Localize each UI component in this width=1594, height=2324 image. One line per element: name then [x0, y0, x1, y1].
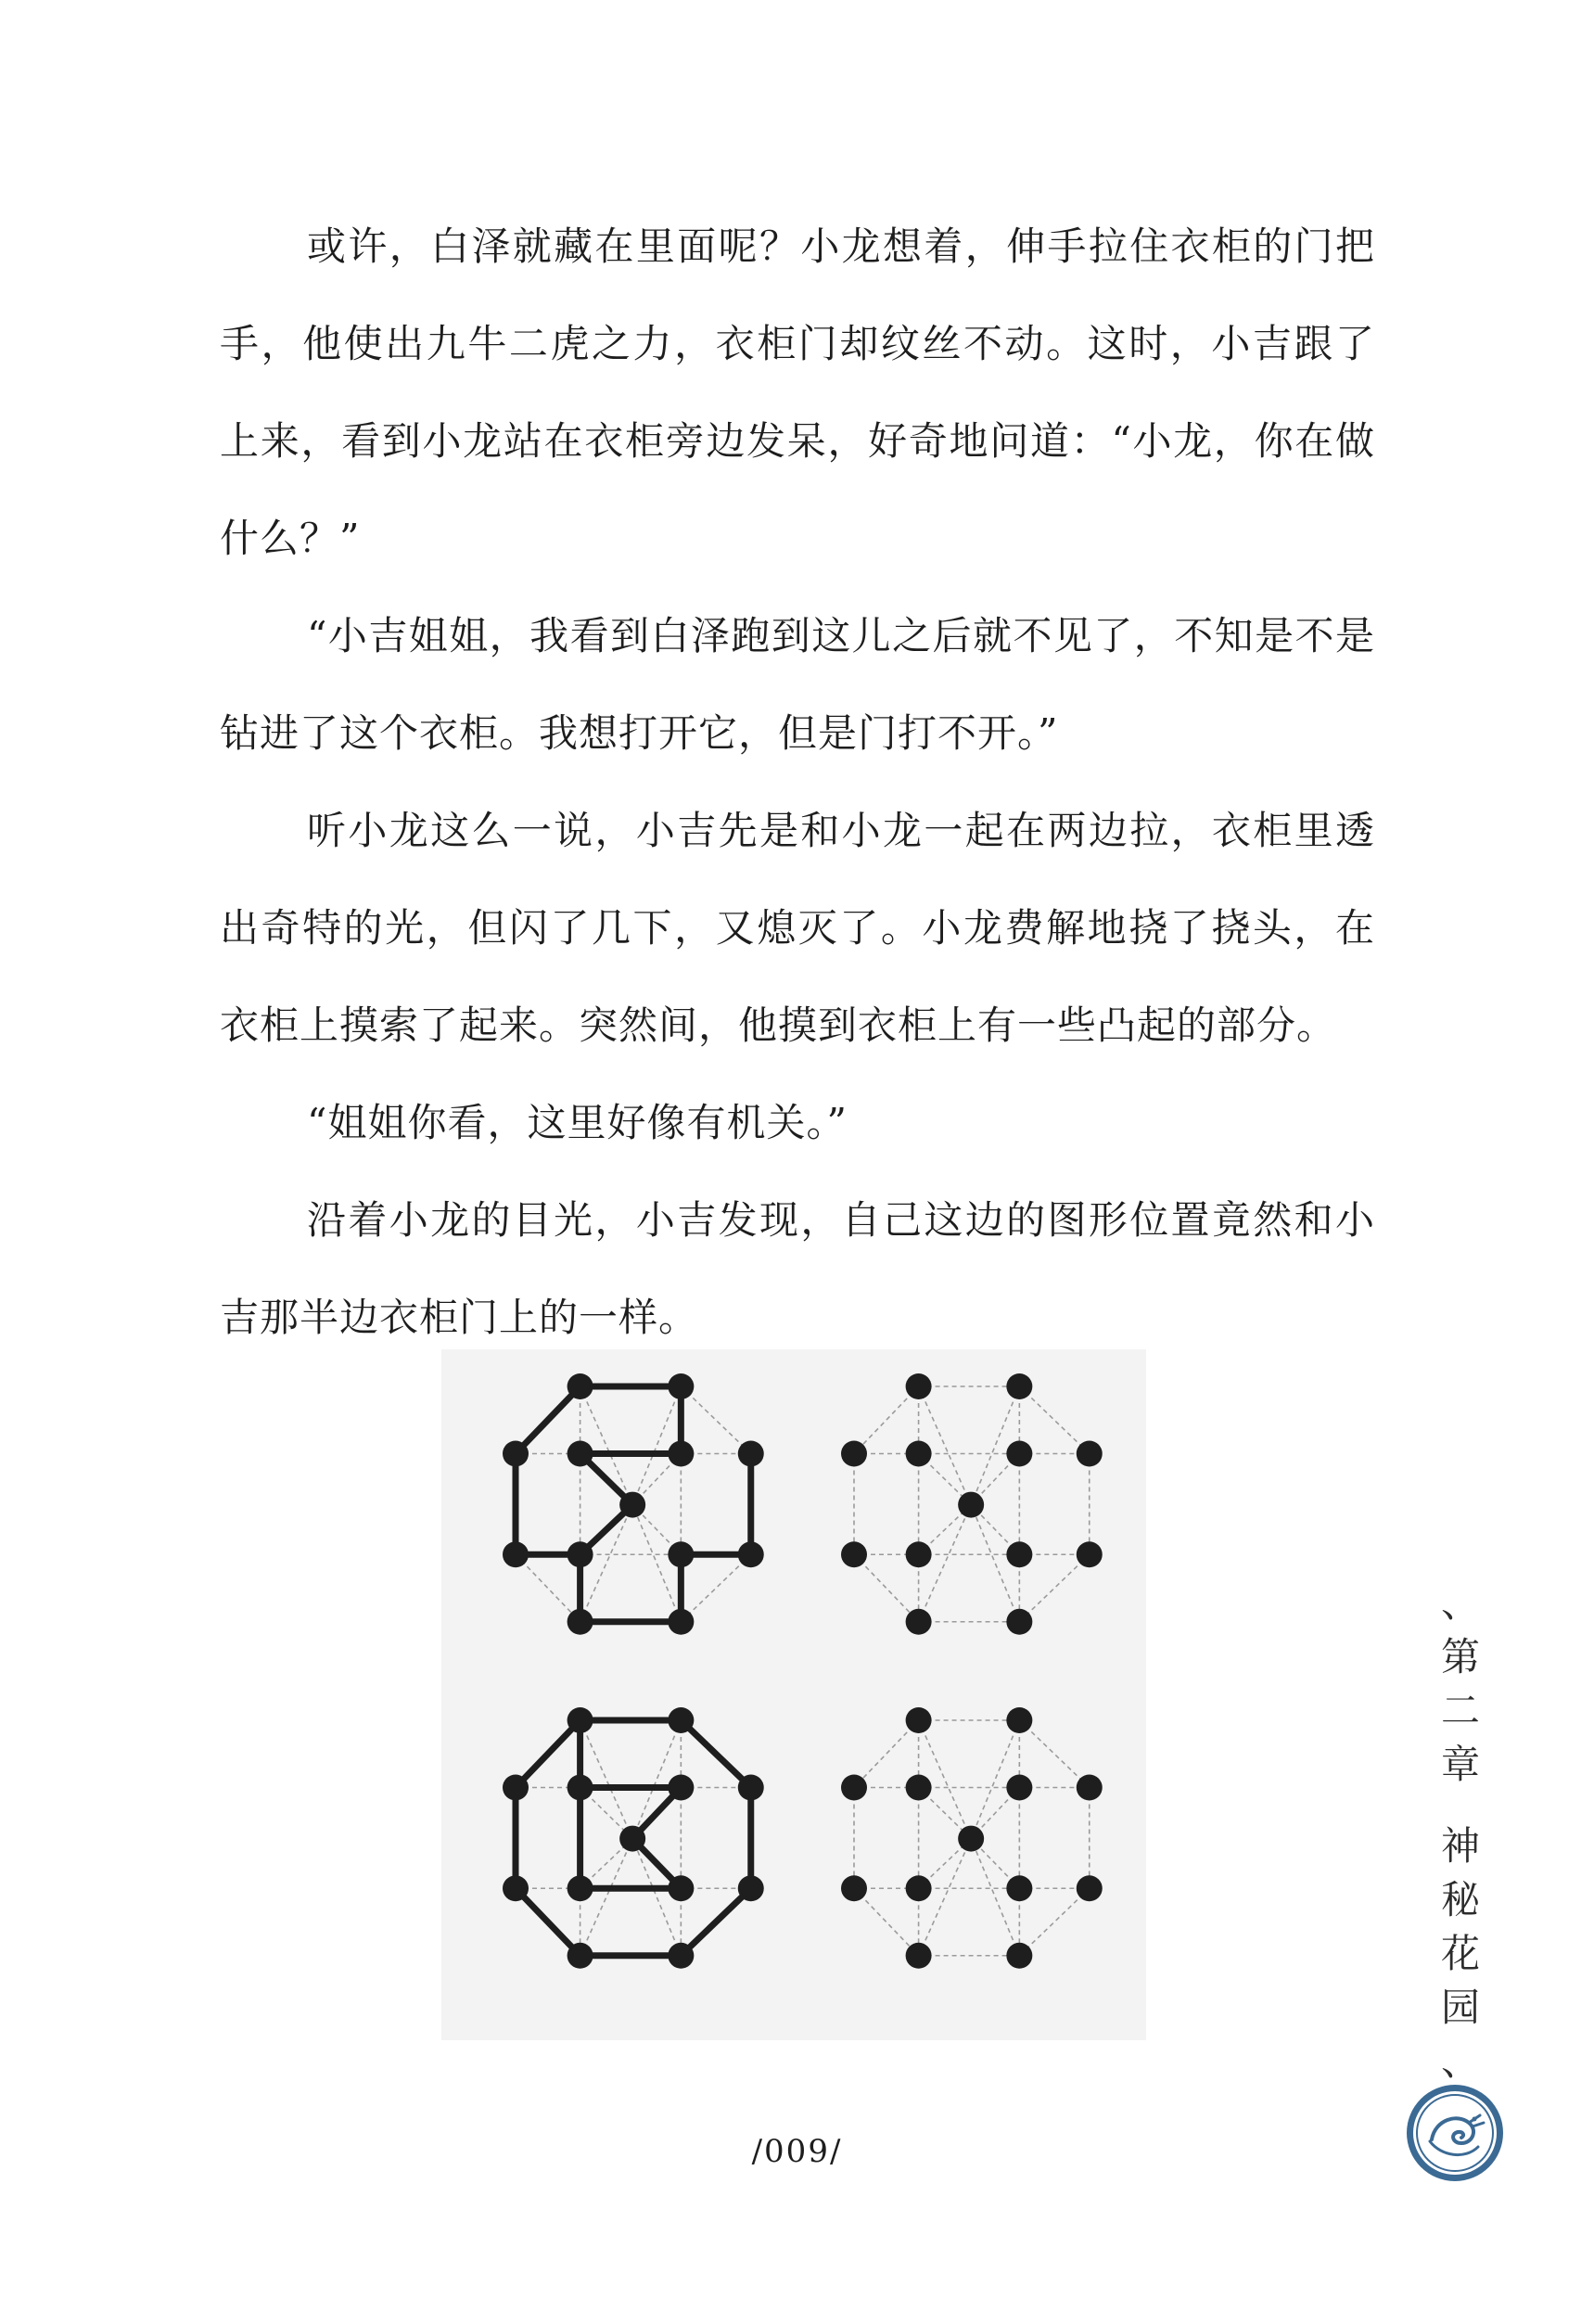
puzzle-dot — [567, 1707, 593, 1733]
puzzle-dot — [738, 1775, 764, 1801]
puzzle-dot — [668, 1541, 694, 1567]
puzzle-dot — [567, 1609, 593, 1635]
puzzle-dot — [619, 1492, 645, 1518]
puzzle-dot — [668, 1775, 694, 1801]
body-text — [220, 198, 1375, 1366]
puzzle-dot — [1006, 1441, 1032, 1467]
paragraph-2: “小吉姐姐，我看到白泽跑到这儿之后就不见了，不知是不是钻进了这个衣柜。我想打开它，但是门打不开。” — [220, 613, 1375, 756]
puzzle-dot — [906, 1541, 932, 1567]
puzzle-dot — [503, 1541, 529, 1567]
puzzle-dot — [906, 1609, 932, 1635]
puzzle-dot — [738, 1541, 764, 1567]
puzzle-dot — [1077, 1775, 1103, 1801]
solution-line — [516, 1386, 580, 1454]
puzzle-dot — [906, 1943, 932, 1969]
side-title-char: 二 — [1440, 1688, 1480, 1733]
page-number: /009/ — [751, 2133, 843, 2170]
puzzle-dot — [567, 1373, 593, 1399]
dashed-guide-line — [854, 1386, 919, 1454]
puzzle-dot — [567, 1541, 593, 1567]
puzzle-dot — [841, 1441, 867, 1467]
paragraph-4: “姐姐你看，这里好像有机关。” — [307, 1100, 848, 1145]
puzzle-dot — [567, 1775, 593, 1801]
puzzle-dot — [841, 1875, 867, 1901]
puzzle-dot — [738, 1441, 764, 1467]
side-title-char: 园 — [1440, 1985, 1480, 2030]
puzzle-dot — [1077, 1541, 1103, 1567]
side-mark-top: 、 — [1440, 1580, 1480, 1626]
puzzle-dot — [668, 1943, 694, 1969]
puzzle-dot — [1006, 1707, 1032, 1733]
paragraph-3: 听小龙这么一说，小吉先是和小龙一起在两边拉，衣柜里透出奇特的光，但闪了几下，又熄灭了。小龙费解地挠了挠头，在衣柜上摸索了起来。突然间，他摸到衣柜上有一些凸起的部分。 — [220, 808, 1375, 1048]
puzzle-dot — [906, 1775, 932, 1801]
solution-line — [681, 1888, 750, 1956]
solution-line — [516, 1888, 580, 1956]
puzzle-dot — [906, 1875, 932, 1901]
side-title-char: 章 — [1440, 1742, 1480, 1787]
dashed-guide-line — [854, 1888, 919, 1956]
dashed-guide-line — [1019, 1720, 1089, 1788]
puzzle-dot — [738, 1875, 764, 1901]
puzzle-dot — [906, 1441, 932, 1467]
puzzle-dot — [1006, 1875, 1032, 1901]
solution-line — [681, 1720, 750, 1788]
puzzle-dot — [841, 1775, 867, 1801]
puzzle-dot — [503, 1775, 529, 1801]
paragraph-1: 或许，白泽就藏在里面呢？小龙想着，伸手拉住衣柜的门把手，他使出九牛二虎之力，衣柜门却纹丝不动。这时，小吉跟了上来，看到小龙站在衣柜旁边发呆，好奇地问道：“小龙，你在做什么？” — [220, 223, 1375, 561]
side-title-char: 花 — [1440, 1931, 1480, 1976]
paragraph-5: 沿着小龙的目光，小吉发现，自己这边的图形位置竟然和小吉那半边衣柜门上的一样。 — [220, 1197, 1375, 1340]
puzzle-dot — [906, 1373, 932, 1399]
dashed-guide-line — [681, 1386, 750, 1454]
puzzle-dot — [619, 1826, 645, 1852]
dashed-guide-line — [1019, 1554, 1089, 1622]
puzzle-figure — [441, 1349, 1146, 2040]
dashed-guide-line — [681, 1554, 750, 1622]
puzzle-diagram — [441, 1349, 1146, 2040]
puzzle-dot — [1077, 1875, 1103, 1901]
puzzle-dot — [503, 1441, 529, 1467]
puzzle-dot — [1006, 1373, 1032, 1399]
side-title-char: 秘 — [1440, 1877, 1480, 1922]
puzzle-dot — [668, 1707, 694, 1733]
puzzle-dot — [567, 1943, 593, 1969]
side-title-char: 神 — [1440, 1823, 1480, 1869]
solution-line — [516, 1720, 580, 1788]
dashed-guide-line — [516, 1554, 580, 1622]
dashed-guide-line — [854, 1720, 919, 1788]
puzzle-dot — [1006, 1943, 1032, 1969]
dragon-seal-icon — [1404, 2082, 1506, 2184]
puzzle-dot — [958, 1492, 984, 1518]
puzzle-dot — [567, 1875, 593, 1901]
chapter-side-title — [1433, 1577, 1488, 2088]
dashed-guide-line — [854, 1554, 919, 1622]
puzzle-dot — [668, 1875, 694, 1901]
puzzle-dot — [567, 1441, 593, 1467]
side-title-char: 第 — [1440, 1634, 1480, 1679]
puzzle-dot — [1006, 1541, 1032, 1567]
puzzle-dot — [503, 1875, 529, 1901]
puzzle-dot — [668, 1441, 694, 1467]
puzzle-dot — [1006, 1775, 1032, 1801]
dashed-guide-line — [1019, 1888, 1089, 1956]
puzzle-dot — [668, 1373, 694, 1399]
puzzle-dot — [906, 1707, 932, 1733]
puzzle-dot — [841, 1541, 867, 1567]
side-mark-bottom: 、 — [1440, 2038, 1480, 2084]
puzzle-dot — [958, 1826, 984, 1852]
puzzle-dot — [668, 1609, 694, 1635]
dashed-guide-line — [1019, 1386, 1089, 1454]
puzzle-dot — [1077, 1441, 1103, 1467]
puzzle-dot — [1006, 1609, 1032, 1635]
